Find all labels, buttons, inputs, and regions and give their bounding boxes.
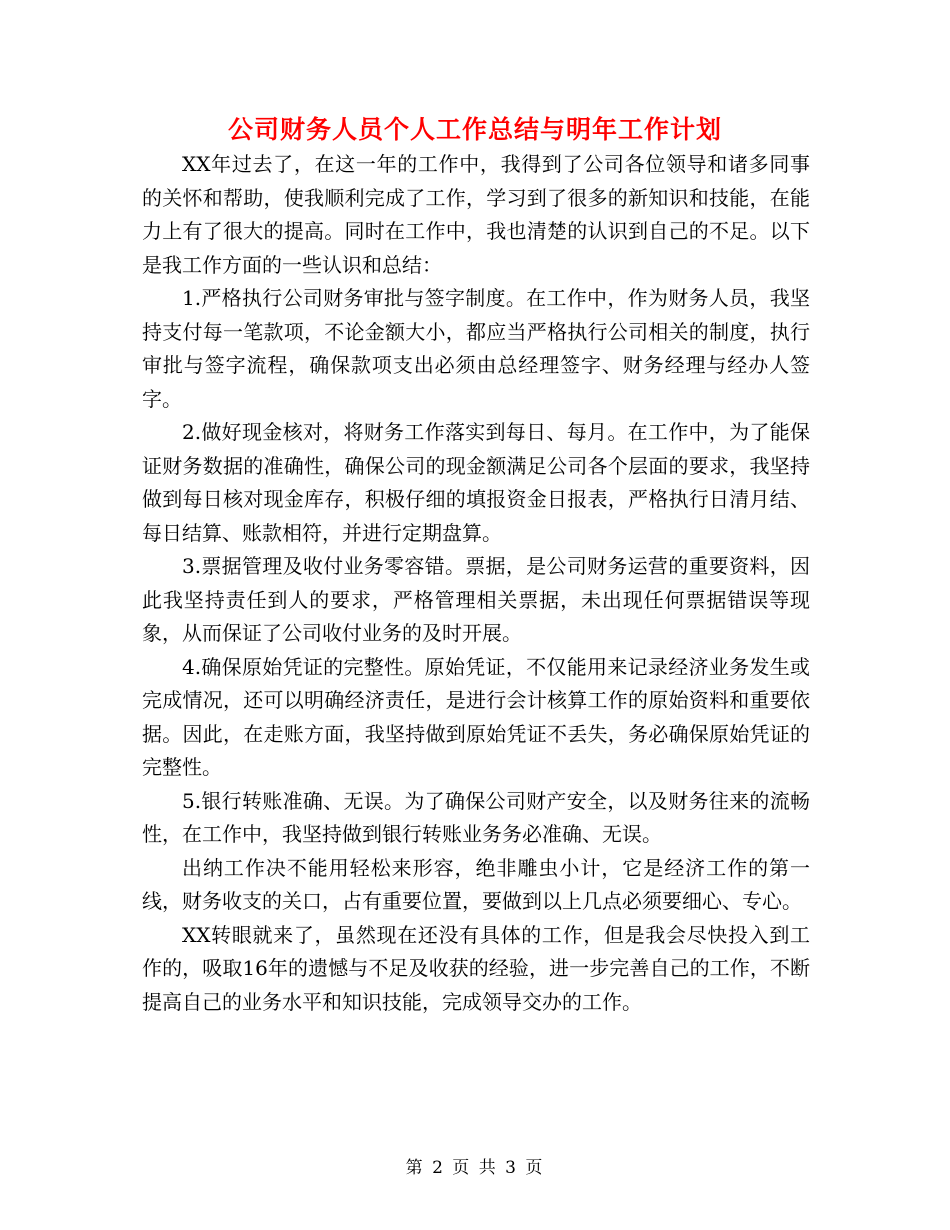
document-body	[142, 148, 810, 1019]
paragraph-item-1: 1.严格执行公司财务审批与签字制度。在工作中，作为财务人员，我坚持支付每一笔款项，不论金额大小，都应当严格执行公司相关的制度，执行审批与签字流程，确保款项支出必须由总经理签字、财务经理与经办人签字。	[142, 286, 810, 411]
page-number-footer: 第 2 页 共 3 页	[405, 1158, 545, 1178]
paragraph-cashier-summary: 出纳工作决不能用轻松来形容，绝非雕虫小计，它是经济工作的第一线，财务收支的关口，占有重要位置，要做到以上几点必须要细心、专心。	[142, 855, 810, 913]
paragraph-item-4: 4.确保原始凭证的完整性。原始凭证，不仅能用来记录经济业务发生或完成情况，还可以明确经济责任，是进行会计核算工作的原始资料和重要依据。因此，在走账方面，我坚持做到原始凭证不丢失，务必确保原始凭证的完整性。	[142, 654, 810, 779]
document-title: 公司财务人员个人工作总结与明年工作计划	[227, 115, 722, 144]
paragraph-item-2: 2.做好现金核对，将财务工作落实到每日、每月。在工作中，为了能保证财务数据的准确性，确保公司的现金额满足公司各个层面的要求，我坚持做到每日核对现金库存，积极仔细的填报资金日报表，严格执行日清月结、每日结算、账款相符，并进行定期盘算。	[142, 420, 810, 545]
paragraph-item-3: 3.票据管理及收付业务零容错。票据，是公司财务运营的重要资料，因此我坚持责任到人的要求，严格管理相关票据，未出现任何票据错误等现象，从而保证了公司收付业务的及时开展。	[142, 554, 810, 645]
paragraph-next-year-plan: XX转眼就来了，虽然现在还没有具体的工作，但是我会尽快投入到工作的，吸取16年的遗憾与不足及收获的经验，进一步完善自己的工作，不断提高自己的业务水平和知识技能，完成领导交办的工作。	[142, 922, 810, 1014]
paragraph-item-5: 5.银行转账准确、无误。为了确保公司财产安全，以及财务往来的流畅性，在工作中，我坚持做到银行转账业务务必准确、无误。	[142, 788, 810, 846]
paragraph-intro: XX年过去了，在这一年的工作中，我得到了公司各位领导和诸多同事的关怀和帮助，使我顺利完成了工作，学习到了很多的新知识和技能，在能力上有了很大的提高。同时在工作中，我也清楚的认识到自己的不足。以下是我工作方面的一些认识和总结：	[142, 152, 810, 277]
